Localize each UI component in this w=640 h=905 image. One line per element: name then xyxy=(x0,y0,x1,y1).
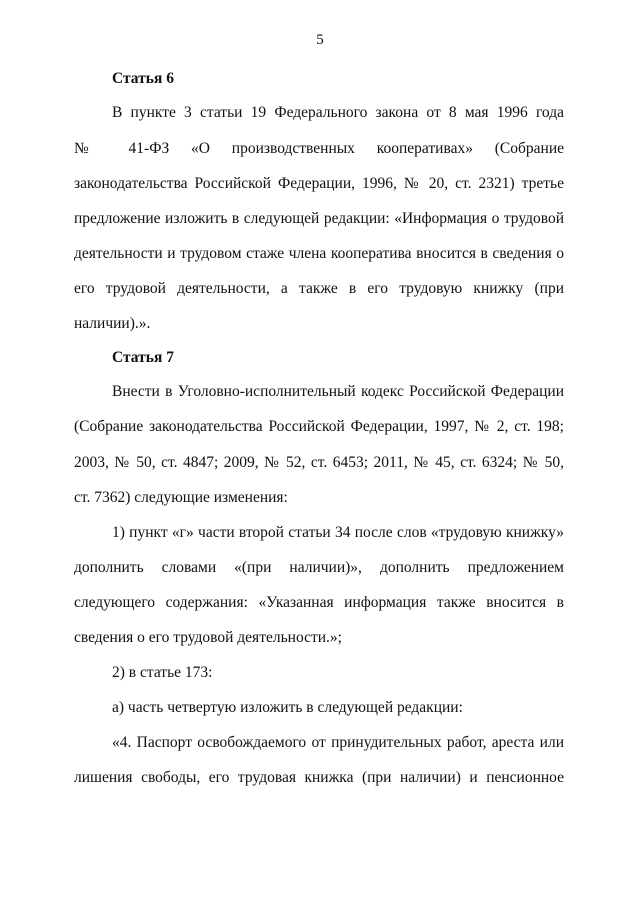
article-7-intro-line: 2003, № 50, ст. 4847; 2009, № 52, ст. 6453; 2011, № 45, ст. 6324; № 50, xyxy=(74,454,564,471)
article-6-line: законодательства Российской Федерации, 1996, № 20, ст. 2321) третье xyxy=(74,175,564,192)
article-7-intro-line: Внести в Уголовно-исполнительный кодекс Российской Федерации xyxy=(112,383,564,400)
quote-line: «4. Паспорт освобождаемого от принудительных работ, ареста или xyxy=(112,734,564,751)
item-1-line: следующего содержания: «Указанная информация также вносится в xyxy=(74,594,564,611)
item-1-line: 1) пункт «г» части второй статьи 34 после слов «трудовую книжку» xyxy=(112,524,564,541)
article-6-line: деятельности и трудовом стаже члена кооператива вносится в сведения о xyxy=(74,245,564,262)
item-1-line: сведения о его трудовой деятельности.»; xyxy=(74,629,342,646)
article-6-line: № 41-ФЗ «О производственных кооперативах» (Собрание xyxy=(74,140,564,157)
article-6-line: предложение изложить в следующей редакции: «Информация о трудовой xyxy=(74,210,564,227)
article-6-line: его трудовой деятельности, а также в его трудовую книжку (при xyxy=(74,280,564,297)
article-6-line: В пункте 3 статьи 19 Федерального закона от 8 мая 1996 года xyxy=(112,104,564,121)
quote-line: лишения свободы, его трудовая книжка (при наличии) и пенсионное xyxy=(74,769,564,786)
article-7-intro-line: ст. 7362) следующие изменения: xyxy=(74,489,288,506)
item-1-line: дополнить словами «(при наличии)», дополнить предложением xyxy=(74,559,564,576)
item-2-line: 2) в статье 173: xyxy=(112,664,213,681)
article-6-line: наличии).». xyxy=(74,315,151,332)
article-7-intro-line: (Собрание законодательства Российской Федерации, 1997, № 2, ст. 198; xyxy=(74,418,564,435)
article-7-heading: Статья 7 xyxy=(112,349,174,366)
item-2a-line: а) часть четвертую изложить в следующей редакции: xyxy=(112,699,463,716)
page-number: 5 xyxy=(316,32,324,48)
article-6-heading: Статья 6 xyxy=(112,70,174,87)
